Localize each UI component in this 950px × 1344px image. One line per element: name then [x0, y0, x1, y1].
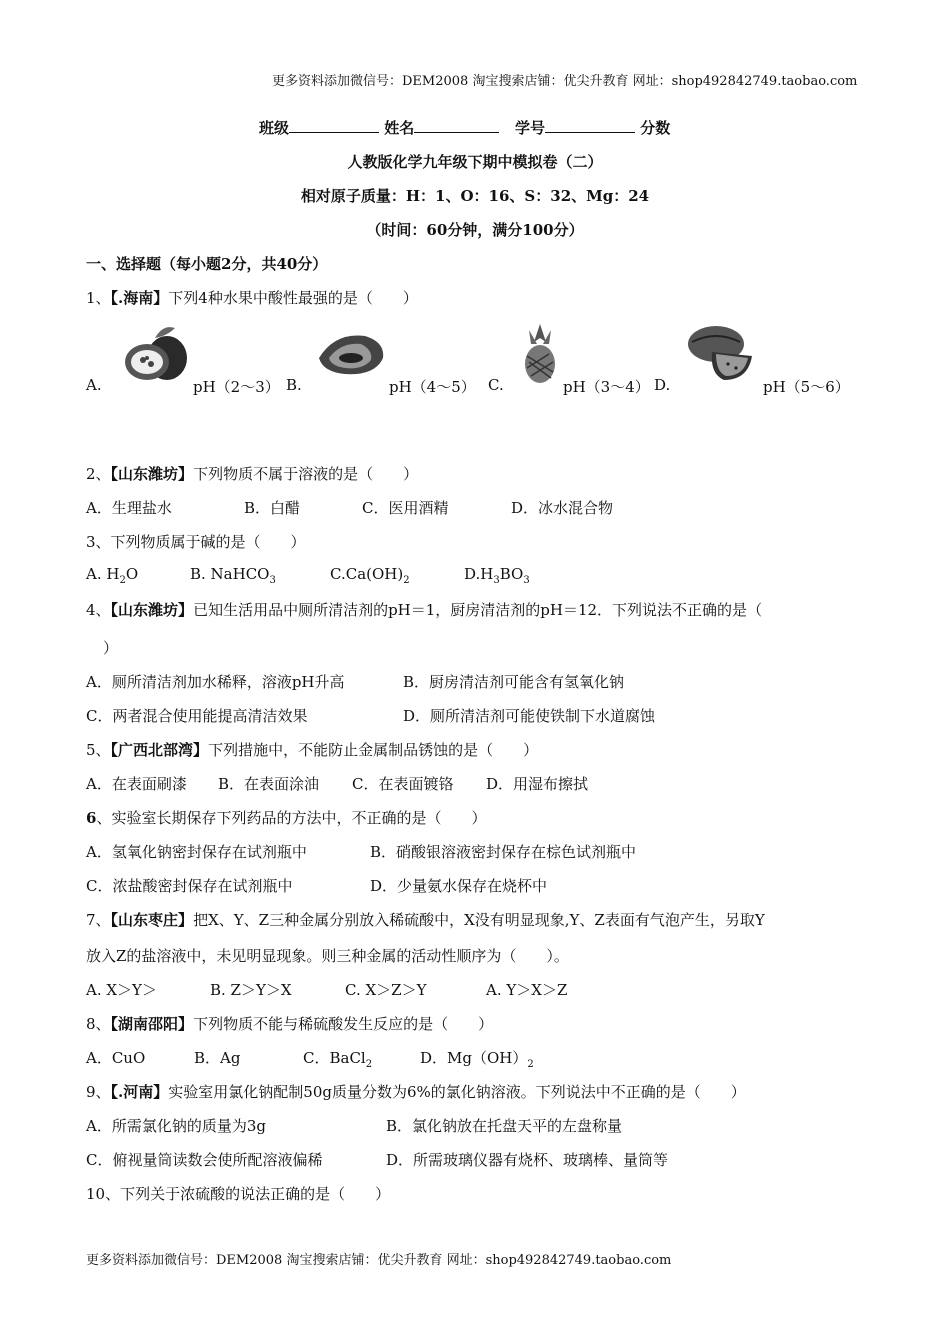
question-4-cont: ） — [103, 639, 119, 657]
header-line: 更多资料添加微信号：DEM2008 淘宝搜索店铺：优尖升教育 网址：shop492842749.taobao.com — [272, 74, 858, 89]
footer-line: 更多资料添加微信号：DEM2008 淘宝搜索店铺：优尖升教育 网址：shop492842749.taobao.com — [86, 1253, 672, 1268]
score-label: 分数 — [640, 119, 671, 137]
class-blank[interactable] — [289, 118, 379, 133]
q5-option-d: D．用湿布擦拭 — [486, 775, 589, 793]
q7-option-d: A. Y＞X＞Z — [486, 981, 568, 999]
section-heading: 一、选择题（每小题2分，共40分） — [86, 255, 328, 273]
q9-option-a: A．所需氯化钠的质量为3g — [86, 1117, 266, 1135]
pineapple-icon — [517, 324, 563, 384]
q1-option-b-label: B. — [286, 376, 302, 394]
q4-option-d: D．厕所清洁剂可能使铁制下水道腐蚀 — [403, 707, 656, 725]
q3-option-a: A. $H_2O$ — [86, 565, 139, 586]
q1-option-c-label: C. — [488, 376, 504, 394]
question-10: 10、下列关于浓硫酸的说法正确的是（ ） — [86, 1185, 391, 1203]
question-7: 7、【山东枣庄】把X、Y、Z三种金属分别放入稀硫酸中，X没有明显现象,Y、Z表面有气泡产生，另取Y — [86, 911, 765, 929]
q1-option-d-label: D. — [654, 376, 671, 394]
q3-option-d: $D.H_3BO_3$ — [464, 565, 530, 586]
q4-option-c: C．两者混合使用能提高清洁效果 — [86, 707, 308, 725]
q7-option-b: B. Z＞Y＞X — [210, 981, 292, 999]
watermelon-icon — [684, 322, 756, 384]
number-blank[interactable] — [545, 118, 635, 133]
q8-option-d: D．$Mg(OH)_2$ — [420, 1049, 534, 1070]
q5-option-a: A．在表面刷漆 — [86, 775, 187, 793]
question-9: 9、【.河南】实验室用氯化钠配制50g质量分数为6%的氯化钠溶液。下列说法中不正确的是（ ） — [86, 1083, 746, 1101]
q6-option-d: D．少量氨水保存在烧杯中 — [370, 877, 548, 895]
question-5: 5、【广西北部湾】下列措施中，不能防止金属制品锈蚀的是（ ） — [86, 741, 539, 759]
q1-option-a-ph: pH（2～3） — [193, 378, 280, 396]
question-4: 4、【山东潍坊】已知生活用品中厕所清洁剂的pH＝1，厨房清洁剂的pH＝12．下列说法不正确的是（ — [86, 601, 763, 619]
q2-option-b: B．白醋 — [244, 499, 301, 517]
atomic-mass-line: 相对原子质量：H：1、O：16、S：32、Mg：24 — [300, 187, 650, 205]
q6-option-c: C．浓盐酸密封保存在试剂瓶中 — [86, 877, 293, 895]
page-title: 人教版化学九年级下期中模拟卷（二） — [347, 153, 603, 171]
q1-option-b-ph: pH（4～5） — [389, 378, 476, 396]
q6-option-a: A．氢氧化钠密封保存在试剂瓶中 — [86, 843, 307, 861]
q5-option-c: C．在表面镀铬 — [352, 775, 454, 793]
q1-option-a-label: A. — [86, 376, 102, 394]
q7-option-c: C. X＞Z＞Y — [345, 981, 427, 999]
question-8: 8、【湖南邵阳】下列物质不能与稀硫酸发生反应的是（ ） — [86, 1015, 494, 1033]
q8-option-c: C．BaCl$_2$ — [303, 1049, 373, 1070]
question-3: 3、下列物质属于碱的是（ ） — [86, 533, 306, 551]
q5-option-b: B．在表面涂油 — [218, 775, 320, 793]
q9-option-c: C．俯视量筒读数会使所配溶液偏稀 — [86, 1151, 323, 1169]
q3-option-b: B. NaHCO$_3$ — [190, 565, 276, 586]
q9-option-b: B．氯化钠放在托盘天平的左盘称量 — [386, 1117, 623, 1135]
q3-option-c: $C.Ca(OH)_2$ — [330, 565, 410, 586]
number-label: 学号 — [514, 119, 545, 137]
passion-fruit-icon — [115, 322, 190, 384]
name-blank[interactable] — [414, 118, 499, 133]
q7-option-a: A. X＞Y＞ — [86, 981, 157, 999]
q4-option-b: B．厨房清洁剂可能含有氢氧化钠 — [403, 673, 625, 691]
q2-option-d: D．冰水混合物 — [511, 499, 614, 517]
question-7-cont: 放入Z的盐溶液中，未见明显现象。则三种金属的活动性顺序为（ ）。 — [86, 947, 569, 965]
q8-option-a: A．CuO — [86, 1049, 146, 1067]
question-1: 1、【.海南】下列4种水果中酸性最强的是（ ） — [86, 289, 418, 307]
question-6: 6、实验室长期保存下列药品的方法中，不正确的是（ ） — [86, 809, 487, 827]
class-label: 班级 — [259, 119, 290, 137]
papaya-icon — [315, 328, 387, 380]
q4-option-a: A．厕所清洁剂加水稀释，溶液pH升高 — [86, 673, 345, 691]
question-2: 2、【山东潍坊】下列物质不属于溶液的是（ ） — [86, 465, 419, 483]
q6-option-b: B．硝酸银溶液密封保存在棕色试剂瓶中 — [370, 843, 637, 861]
q8-option-b: B．Ag — [194, 1049, 241, 1067]
student-info-line — [259, 117, 670, 138]
q1-option-c-ph: pH（3～4） — [563, 378, 650, 396]
q2-option-c: C．医用酒精 — [362, 499, 449, 517]
name-label: 姓名 — [384, 119, 415, 137]
q1-option-d-ph: pH（5～6） — [763, 378, 850, 396]
time-line: （时间：60分钟，满分100分） — [366, 221, 584, 239]
q2-option-a: A．生理盐水 — [86, 499, 172, 517]
q9-option-d: D．所需玻璃仪器有烧杯、玻璃棒、量筒等 — [386, 1151, 669, 1169]
